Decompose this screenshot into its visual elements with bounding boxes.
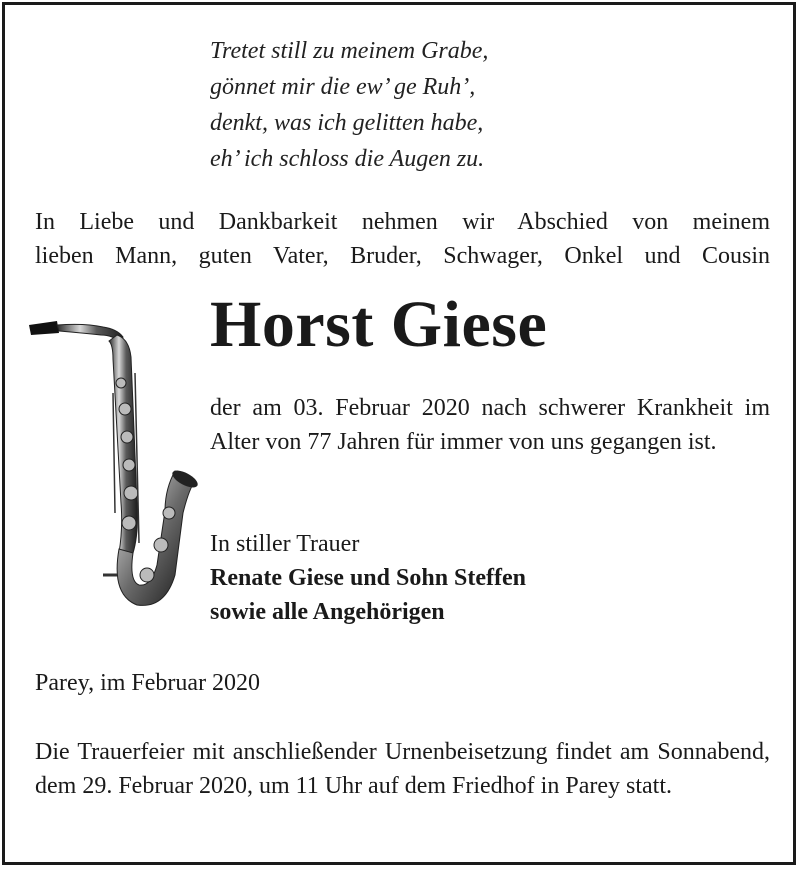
farewell-intro-line: lieben Mann, guten Vater, Bruder, Schwager, Onkel und Cousin <box>35 243 770 269</box>
place-date: Parey, im Februar 2020 <box>35 670 261 696</box>
mourner-relatives: sowie alle Angehörigen <box>210 599 445 625</box>
farewell-intro-line: In Liebe und Dankbarkeit nehmen wir Abschied von meinem <box>35 209 770 235</box>
death-notice: der am 03. Februar 2020 nach schwerer Krankheit im Alter von 77 Jahren für immer von uns gegangen ist. <box>210 395 770 455</box>
deceased-name: Horst Giese <box>210 288 548 361</box>
poem-line: Tretet still zu meinem Grabe, <box>210 38 489 64</box>
farewell-intro <box>35 205 770 273</box>
mourners <box>210 527 770 629</box>
poem <box>210 33 590 177</box>
mourner-names: Renate Giese und Sohn Steffen <box>210 565 527 591</box>
poem-line: denkt, was ich gelitten habe, <box>210 110 484 136</box>
obituary-frame <box>2 2 796 865</box>
saxophone-icon <box>25 313 200 618</box>
funeral-info: Die Trauerfeier mit anschließender Urnenbeisetzung findet am Sonnabend, dem 29. Februar 2020, um 11 Uhr auf dem Friedhof in Parey statt. <box>35 739 770 799</box>
poem-line: gönnet mir die ew’ ge Ruh’, <box>210 74 476 100</box>
mourning-intro: In stiller Trauer <box>210 531 360 557</box>
poem-line: eh’ ich schloss die Augen zu. <box>210 146 485 172</box>
